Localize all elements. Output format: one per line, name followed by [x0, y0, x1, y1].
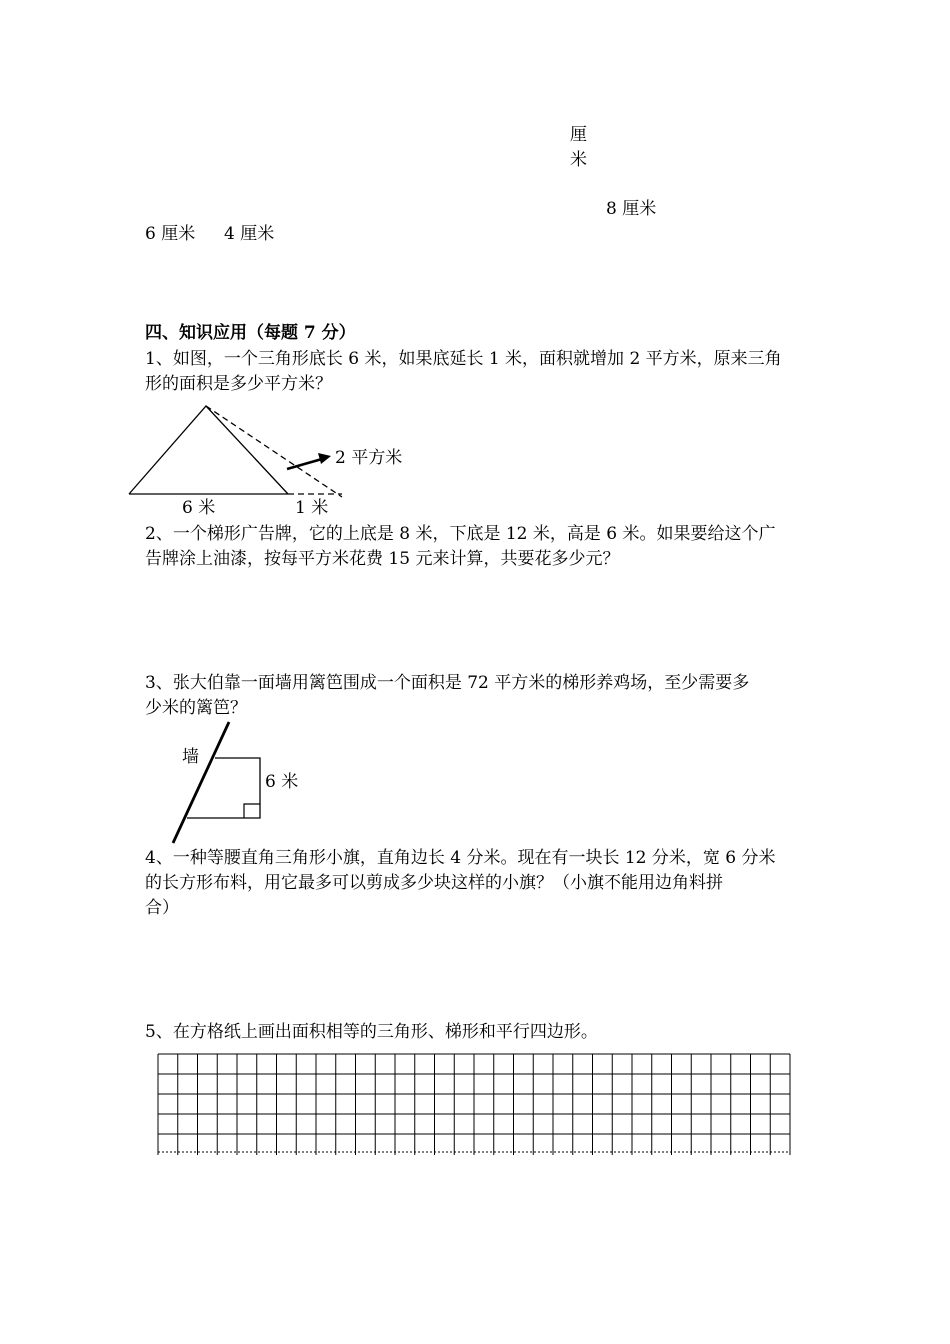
- q1-base-label: 6 米: [182, 498, 216, 518]
- q1-triangle-figure: [129, 406, 342, 497]
- q1-original-triangle: [129, 406, 288, 494]
- section-title: 四、知识应用（每题 7 分）: [145, 323, 356, 343]
- q3-line1: 3、张大伯靠一面墙用篱笆围成一个面积是 72 平方米的梯形养鸡场，至少需要多: [145, 673, 750, 693]
- q1-area-label: 2 平方米: [335, 448, 403, 468]
- label-4cm: 4 厘米: [224, 224, 275, 244]
- q1-line2: 形的面积是多少平方米？: [145, 374, 332, 394]
- q3-wall-figure: [173, 722, 260, 843]
- q4-line2: 的长方形布料，用它最多可以剪成多少块这样的小旗？（小旗不能用边角料拼: [145, 873, 723, 893]
- label-mi: 米: [570, 150, 587, 170]
- q2-line2: 告牌涂上油漆，按每平方米花费 15 元来计算，共要花多少元？: [145, 549, 620, 569]
- label-6cm: 6 厘米: [145, 224, 196, 244]
- q3-wall-line: [173, 722, 229, 843]
- q3-wall-label: 墙: [182, 747, 199, 767]
- q2-line1: 2、一个梯形广告牌，它的上底是 8 米，下底是 12 米，高是 6 米。如果要给这个广: [145, 524, 776, 544]
- q3-right-angle-mark: [244, 804, 260, 818]
- q1-new-side-dashed: [206, 406, 342, 497]
- q3-line2: 少米的篱笆？: [145, 698, 247, 718]
- q5-line1: 5、在方格纸上画出面积相等的三角形、梯形和平行四边形。: [145, 1022, 598, 1042]
- q4-line3: 合）: [145, 898, 179, 918]
- label-li: 厘: [570, 125, 587, 145]
- q1-arrow-head: [318, 453, 331, 464]
- label-8cm: 8 厘米: [606, 199, 657, 219]
- q1-line1: 1、如图，一个三角形底长 6 米，如果底延长 1 米，面积就增加 2 平方米，原来三角: [145, 349, 782, 369]
- q3-height-label: 6 米: [265, 772, 299, 792]
- q5-grid-paper: [158, 1054, 790, 1155]
- q1-extension-label: 1 米: [295, 498, 329, 518]
- q4-line1: 4、一种等腰直角三角形小旗，直角边长 4 分米。现在有一块长 12 分米，宽 6 分米: [145, 848, 776, 868]
